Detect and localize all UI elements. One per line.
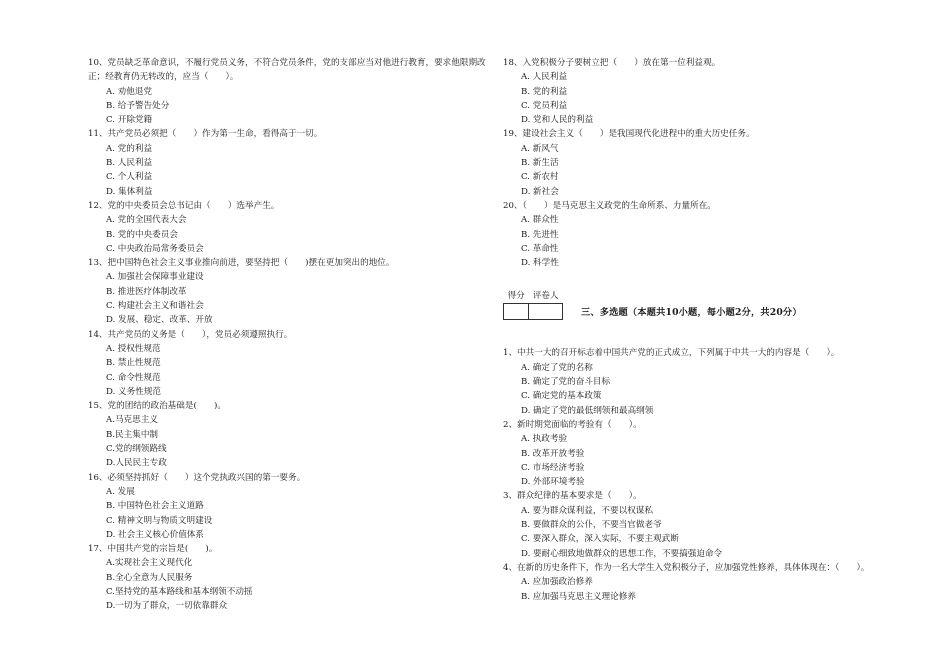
answer-option: B. 要做群众的公仆，不要当官做老爷 [521,520,662,531]
question [88,471,488,542]
answer-option: A. 授权性规范 [106,343,161,354]
question-text: 15、党的团结的政治基础是( )。 [88,401,226,412]
multiple-choice-questions [503,346,883,603]
answer-option: B. 先进性 [521,229,559,240]
answer-option: A. 确定了党的名称 [521,362,593,373]
question-text: 14、共产党员的义务是（ ），党员必须遵照执行。 [88,329,293,340]
question-text: 20、（ ）是马克思主义政党的生命所系、力量所在。 [503,200,716,211]
question [88,199,488,256]
question-text: 2、新时期党面临的考验有（ ）。 [503,419,642,430]
answer-option: B. 给予警告处分 [106,100,170,111]
answer-option: D. 新社会 [521,186,559,197]
answer-option: A. 党的全国代表大会 [106,215,187,226]
answer-option: A. 执政考验 [521,434,568,445]
answer-option: B. 应加强马克思主义理论修养 [521,591,636,602]
question-text: 17、中国共产党的宗旨是( )。 [88,544,218,555]
score-cell [504,304,529,320]
question-text: 16、必须坚持抓好（ ）这个党执政兴国的第一要务。 [88,472,306,483]
question-text: 1、中共一大的召开标志着中国共产党的正式成立，下列属于中共一大的内容是（ ）。 [503,348,840,359]
question-text: 3、群众纪律的基本要求是（ ）。 [503,491,642,502]
answer-option: A. 加强社会保障事业建设 [106,272,204,283]
question-text: 11、共产党员必须把（ ）作为第一生命，看得高于一切。 [88,129,323,140]
answer-option: A.实现社会主义现代化 [106,558,193,569]
answer-option: C. 市场经济考验 [521,462,585,473]
answer-option: A. 群众性 [521,215,559,226]
answer-option: C. 确定党的基本政策 [521,391,602,402]
answer-option: D. 集体利益 [106,186,153,197]
section-title: 三、多选题（本题共10小题，每小题2分，共20分） [581,307,802,319]
answer-option: C. 新农村 [521,172,559,183]
question [88,56,488,127]
answer-option: D. 确定了党的最低纲领和最高纲领 [521,405,654,416]
answer-option: C.坚持党的基本路线和基本纲领不动摇 [106,586,253,597]
question [503,56,883,127]
answer-option: B.全心全意为人民服务 [106,572,193,583]
question-text: 19、建设社会主义（ ）是我国现代化进程中的重大历史任务。 [503,129,755,140]
question-text: 4、在新的历史条件下，作为一名大学生入党积极分子，应加强党性修养，具体体现在：（ ）。 [503,562,870,573]
question [503,561,883,604]
answer-option: C. 中央政治局常务委员会 [106,243,204,254]
single-choice-questions-continued [503,56,883,270]
question [503,489,883,560]
answer-option: B. 禁止性规范 [106,358,161,369]
answer-option: B. 中国特色社会主义道路 [106,501,204,512]
answer-option: C.党的纲领路线 [106,444,167,455]
question [88,542,488,613]
answer-option: D. 社会主义核心价值体系 [106,529,204,540]
answer-option: B. 人民利益 [106,158,153,169]
answer-option: D. 外部环境考验 [521,477,585,488]
answer-option: B. 确定了党的奋斗目标 [521,377,611,388]
question [88,127,488,198]
answer-option: D.一切为了群众，一切依靠群众 [106,601,228,612]
left-column [88,56,488,614]
answer-option: B. 改革开放考验 [521,448,585,459]
answer-option: D. 发展、稳定、改革、开放 [106,315,213,326]
answer-option: B. 党的利益 [521,86,568,97]
answer-option: A.马克思主义 [106,415,158,426]
answer-option: C. 构建社会主义和谐社会 [106,301,204,312]
grader-cell [529,304,563,320]
answer-option: A. 要为群众谋利益，不要以权谋私 [521,505,653,516]
answer-option: D. 科学性 [521,258,559,269]
answer-option: A. 劝他退党 [106,86,153,97]
answer-option: C. 革命性 [521,243,559,254]
question [503,127,883,198]
answer-option: A. 党的利益 [106,143,153,154]
question [88,256,488,327]
question [503,346,883,417]
answer-option: B. 推进医疗体制改革 [106,286,187,297]
answer-option: B. 新生活 [521,158,559,169]
answer-option: D. 义务性规范 [106,386,162,397]
answer-option: C. 要深入群众，深入实际，不要主观武断 [521,534,679,545]
question-text: 10、党员缺乏革命意识，不履行党员义务，不符合党员条件，党的支部应当对他进行教育，要求他限期改正；经教育仍无转改的，应当（ ）。 [88,58,486,83]
answer-option: A. 人民利益 [521,72,568,83]
score-label: 得分 [504,288,529,304]
answer-option: C. 开除党籍 [106,115,153,126]
answer-option: A. 新风气 [521,143,559,154]
answer-option: A. 发展 [106,486,135,497]
grader-label: 评卷人 [529,288,563,304]
answer-option: C. 个人利益 [106,172,153,183]
answer-option: D.人民民主专政 [106,458,167,469]
answer-option: C. 党员利益 [521,100,568,111]
answer-option: D. 要耐心细致地做群众的思想工作，不要搞强迫命令 [521,548,723,559]
score-box [503,288,563,320]
question [88,328,488,399]
question-text: 12、党的中央委员会总书记由（ ）选举产生。 [88,200,280,211]
question [503,199,883,270]
question-text: 13、把中国特色社会主义事业推向前进，要坚持把（ )摆在更加突出的地位。 [88,258,395,269]
question-text: 18、入党积极分子要树立把（ ）放在第一位利益观。 [503,58,721,68]
answer-option: B.民主集中制 [106,429,159,440]
answer-option: C. 精神文明与物质文明建设 [106,515,213,526]
score-section [503,284,883,346]
question [88,399,488,470]
answer-option: B. 党的中央委员会 [106,229,178,240]
answer-option: A. 应加强政治修养 [521,577,593,588]
question [503,418,883,489]
answer-option: C. 命令性规范 [106,372,161,383]
answer-option: D. 党和人民的利益 [521,115,594,126]
right-column [503,56,883,604]
